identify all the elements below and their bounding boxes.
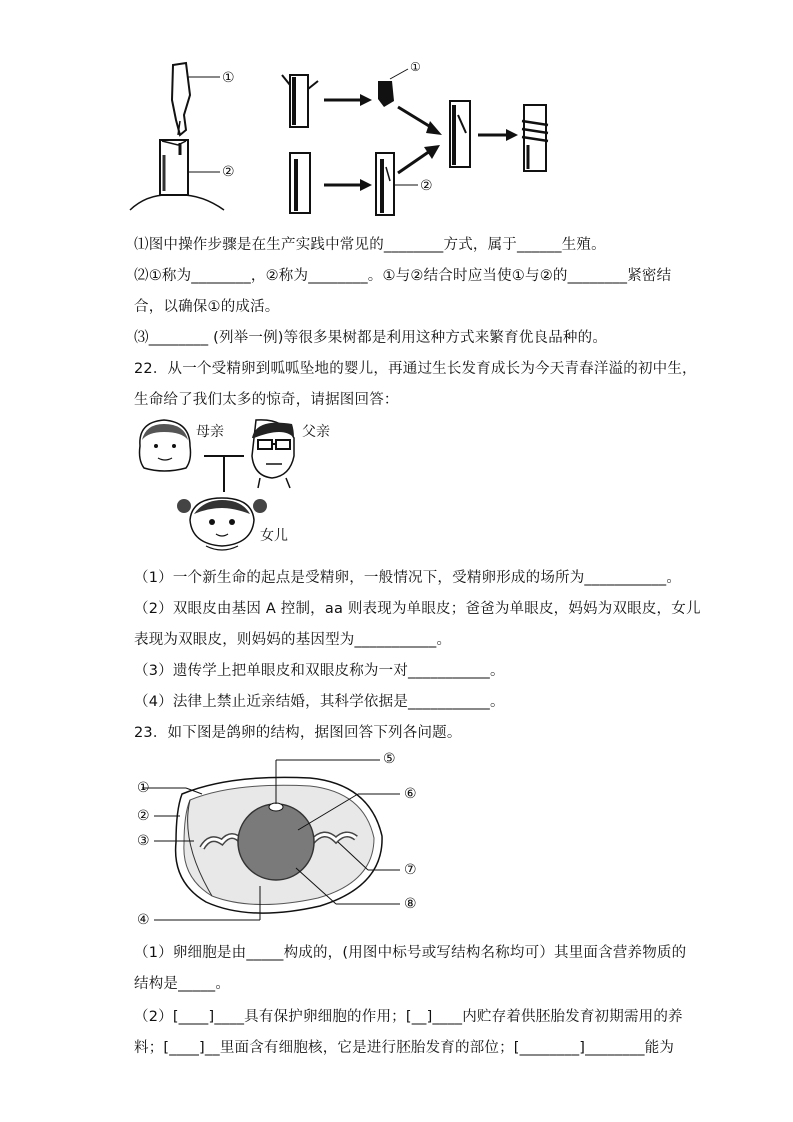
egg-label-4: ④ <box>137 912 150 928</box>
egg-yolk <box>238 804 314 880</box>
egg-label-5: ⑤ <box>383 751 396 767</box>
q22-part4: （4）法律上禁止近亲结婚，其科学依据是___________。 <box>134 694 505 710</box>
egg-label-6: ⑥ <box>404 786 417 802</box>
q22-stem: 22．从一个受精卵到呱呱坠地的婴儿，再通过生长发育成长为今天青春洋溢的初中生， <box>134 361 697 377</box>
q21-part3: ⑶________ (列举一例)等很多果树都是利用这种方式来繁育优良品种的。 <box>134 330 608 346</box>
q22-part3: （3）遗传学上把单眼皮和双眼皮称为一对___________。 <box>134 663 505 679</box>
egg-label-2: ② <box>137 808 150 824</box>
q23-part2-cont: 料；[____]__里面含有细胞核，它是进行胚胎发育的部位；[________]________能为 <box>134 1040 675 1056</box>
egg-label-7: ⑦ <box>404 862 417 878</box>
q21-part1: ⑴图中操作步骤是在生产实践中常见的________方式，属于______生殖。 <box>134 237 606 253</box>
q23-stem: 23．如下图是鸽卵的结构，据图回答下列各问题。 <box>134 725 462 741</box>
grafting-figure <box>128 55 568 225</box>
label-mother: 母亲 <box>196 424 224 440</box>
egg-label-8: ⑧ <box>404 896 417 912</box>
graft-label-scion-left: ① <box>222 70 235 86</box>
label-daughter: 女儿 <box>260 528 288 544</box>
q22-part2: （2）双眼皮由基因 A 控制，aa 则表现为单眼皮；爸爸为单眼皮，妈妈为双眼皮，女儿 <box>134 601 701 617</box>
mother-icon <box>140 420 191 471</box>
daughter-icon <box>177 498 267 550</box>
graft-label-stock-left: ② <box>222 164 235 180</box>
germinal-disc <box>269 803 283 811</box>
pigeon-egg-figure <box>130 746 430 936</box>
graft-label-stock-right: ② <box>420 178 433 194</box>
q21-part2: ⑵①称为________，②称为________。①与②结合时应当使①与②的________紧密结 <box>134 268 672 284</box>
father-icon <box>252 420 294 488</box>
graft-label-scion-right: ① <box>410 60 421 74</box>
egg-label-1: ① <box>137 780 150 796</box>
q23-part1: （1）卵细胞是由_____构成的，(用图中标号或写结构名称均可）其里面含营养物质的 <box>134 945 687 961</box>
q23-part2: （2）[____]____具有保护卵细胞的作用；[__]____内贮存着供胚胎发育初期需用的养 <box>134 1009 683 1025</box>
q22-part2-cont: 表现为双眼皮，则妈妈的基因型为___________。 <box>134 632 452 648</box>
q23-part1-cont: 结构是_____。 <box>134 976 231 992</box>
label-father: 父亲 <box>302 424 330 440</box>
q22-part1: （1）一个新生命的起点是受精卵，一般情况下，受精卵形成的场所为___________。 <box>134 570 682 586</box>
q21-part2-cont: 合，以确保①的成活。 <box>134 299 280 315</box>
q22-stem-cont: 生命给了我们太多的惊奇，请据图回答： <box>134 392 399 408</box>
egg-label-3: ③ <box>137 833 150 849</box>
